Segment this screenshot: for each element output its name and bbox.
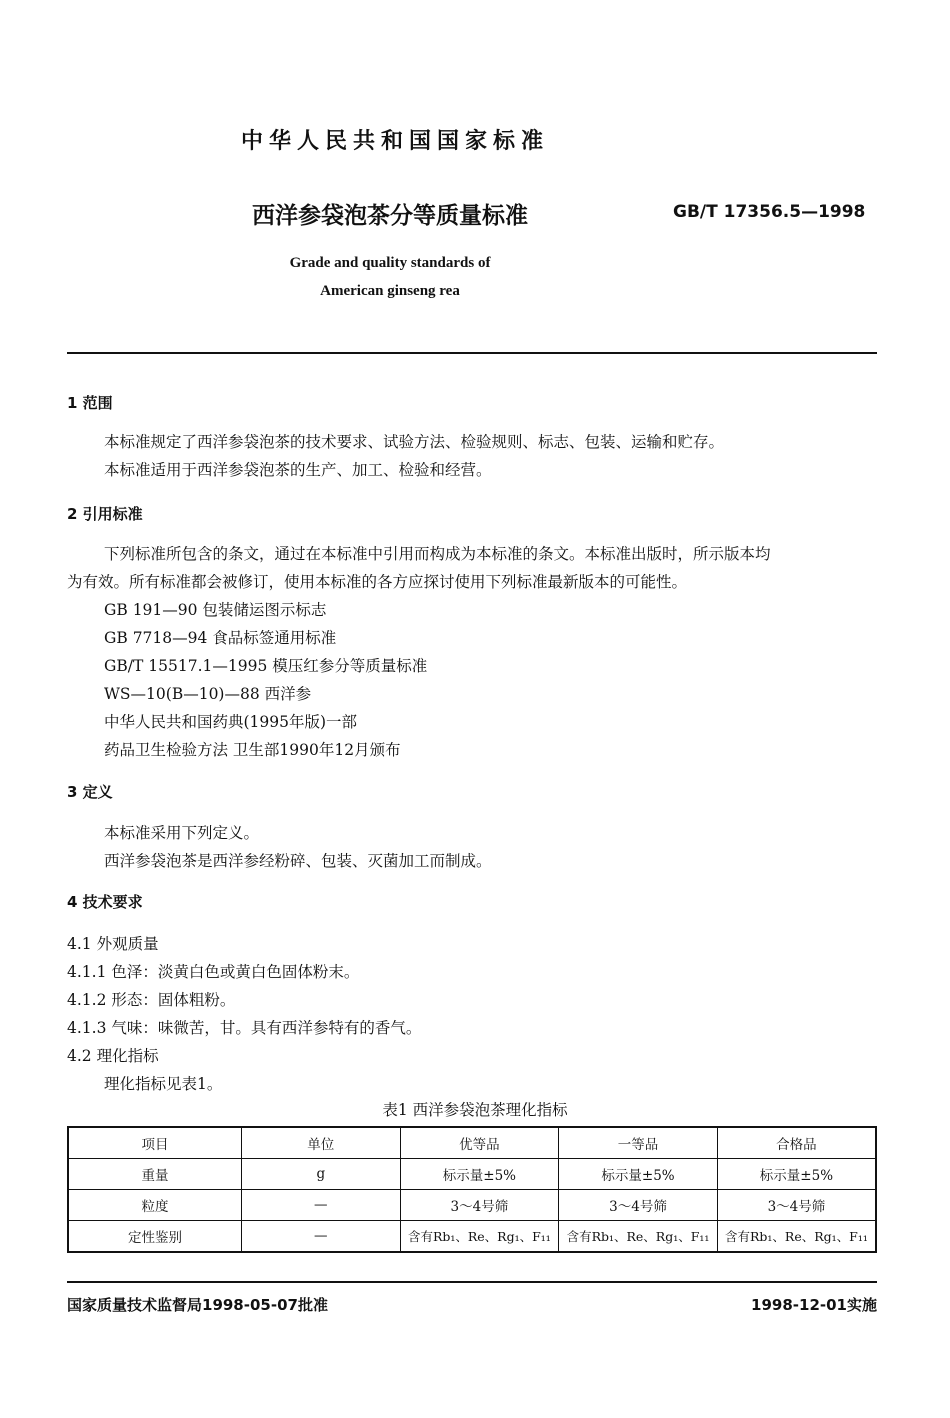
section-2-paragraph-line-2: 为有效。所有标准都会被修订，使用本标准的各方应探讨使用下列标准最新版本的可能性。 xyxy=(67,573,688,591)
section-2-heading: 2 引用标准 xyxy=(67,505,143,523)
physicochemical-table xyxy=(67,1126,877,1253)
table-cell: — xyxy=(242,1221,401,1253)
table-cell: — xyxy=(242,1190,401,1221)
table-cell: 含有Rb₁、Re、Rg₁、F₁₁ xyxy=(400,1221,559,1253)
section-3-paragraph-2: 西洋参袋泡茶是西洋参经粉碎、包装、灭菌加工而制成。 xyxy=(104,852,492,870)
header-divider xyxy=(67,352,877,354)
table-caption: 表1 西洋参袋泡茶理化指标 xyxy=(382,1101,568,1119)
approval-line: 国家质量技术监督局1998-05-07批准 xyxy=(67,1296,328,1314)
table-cell: 标示量±5% xyxy=(717,1159,876,1190)
effective-date: 1998-12-01实施 xyxy=(751,1296,877,1314)
standard-title: 中华人民共和国国家标准 xyxy=(240,129,549,154)
table-header-cell: 项目 xyxy=(68,1127,242,1159)
table-cell: 含有Rb₁、Re、Rg₁、F₁₁ xyxy=(559,1221,718,1253)
table-header-cell: 优等品 xyxy=(400,1127,559,1159)
footer-divider xyxy=(67,1281,877,1283)
table-cell: 定性鉴别 xyxy=(68,1221,242,1253)
clause-4-2-text: 理化指标见表1。 xyxy=(104,1075,223,1093)
document-code: GB/T 17356.5—1998 xyxy=(673,202,866,222)
document-title: 西洋参袋泡茶分等质量标准 xyxy=(252,203,528,229)
section-3-heading: 3 定义 xyxy=(67,783,113,801)
table-cell: 粒度 xyxy=(68,1190,242,1221)
table-header-cell: 一等品 xyxy=(559,1127,718,1159)
table-cell: 标示量±5% xyxy=(400,1159,559,1190)
table-header-cell: 单位 xyxy=(242,1127,401,1159)
table-cell: 重量 xyxy=(68,1159,242,1190)
reference-item: GB 7718—94 食品标签通用标准 xyxy=(104,629,337,647)
reference-item: GB 191—90 包装储运图示标志 xyxy=(104,601,327,619)
section-1-heading: 1 范围 xyxy=(67,394,113,412)
reference-item: 药品卫生检验方法 卫生部1990年12月颁布 xyxy=(104,741,401,759)
table-cell: 含有Rb₁、Re、Rg₁、F₁₁ xyxy=(717,1221,876,1253)
section-1-paragraph-1: 本标准规定了西洋参袋泡茶的技术要求、试验方法、检验规则、标志、包装、运输和贮存。 xyxy=(104,433,725,451)
reference-item: WS—10(B—10)—88 西洋参 xyxy=(104,685,312,703)
clause-4-1-3: 4.1.3 气味：味微苦，甘。具有西洋参特有的香气。 xyxy=(67,1019,422,1037)
table-cell: 3～4号筛 xyxy=(559,1190,718,1221)
clause-4-2: 4.2 理化指标 xyxy=(67,1047,159,1065)
table-row xyxy=(68,1221,876,1253)
clause-4-1-1: 4.1.1 色泽：淡黄白色或黄白色固体粉末。 xyxy=(67,963,360,981)
table-row xyxy=(68,1159,876,1190)
english-title-line-2: American ginseng rea xyxy=(320,283,460,299)
section-2-paragraph-line-1: 下列标准所包含的条文，通过在本标准中引用而构成为本标准的条文。本标准出版时，所示版本均 xyxy=(104,545,771,563)
section-4-heading: 4 技术要求 xyxy=(67,893,143,911)
table-cell: 3～4号筛 xyxy=(400,1190,559,1221)
table-row xyxy=(68,1190,876,1221)
english-title-line-1: Grade and quality standards of xyxy=(289,255,491,271)
table-cell: 3～4号筛 xyxy=(717,1190,876,1221)
table-cell: 标示量±5% xyxy=(559,1159,718,1190)
reference-item: 中华人民共和国药典(1995年版)一部 xyxy=(104,713,358,731)
section-3-paragraph-1: 本标准采用下列定义。 xyxy=(104,824,260,842)
reference-item: GB/T 15517.1—1995 模压红参分等质量标准 xyxy=(104,657,428,675)
clause-4-1-2: 4.1.2 形态：固体粗粉。 xyxy=(67,991,236,1009)
table-header-row xyxy=(68,1127,876,1159)
clause-4-1: 4.1 外观质量 xyxy=(67,935,159,953)
table-cell: g xyxy=(242,1159,401,1190)
table-header-cell: 合格品 xyxy=(717,1127,876,1159)
section-1-paragraph-2: 本标准适用于西洋参袋泡茶的生产、加工、检验和经营。 xyxy=(104,461,492,479)
